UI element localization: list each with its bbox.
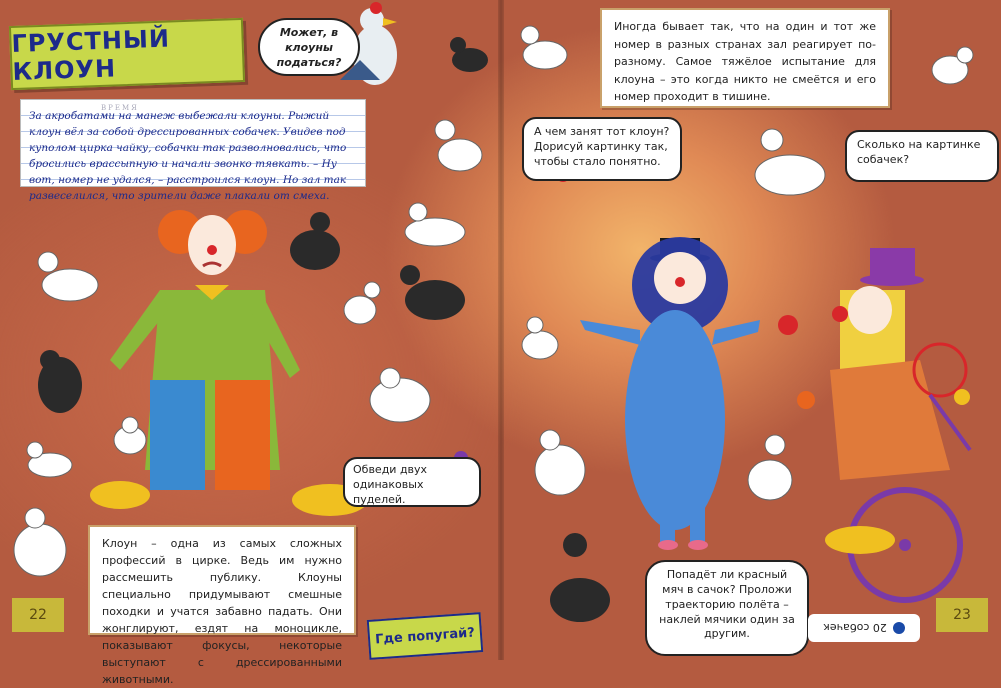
- info-box-right: [600, 8, 890, 108]
- page-number-left: [12, 598, 64, 632]
- parrot-question: Где попугай?: [374, 625, 476, 647]
- page-title: ГРУСТНЫЙ КЛОУН: [11, 24, 171, 86]
- task-poodles: Обведи двух одинаковых пуделей.: [353, 463, 428, 506]
- task-count: Сколько на картинке собачек?: [857, 138, 981, 166]
- task-clown-bubble: [522, 117, 682, 181]
- story-text: За акробатами на манеж выбежали клоуны. Рыжий клоун вёл за собой дрессированных собачек. Увидев под куполом цирка чайку, собачки так разволновались, что бросились врассыпную и начали звонко тявкать. – Ну вот, номер не удался, – расстроился клоун. Но зал так развеселился, что зрители даже плакали от смеха.: [29, 110, 347, 202]
- title-banner: [9, 18, 245, 90]
- page-number-left-text: 22: [29, 607, 47, 623]
- info-right-text: Иногда бывает так, что на один и тот же номер в разных странах зал реагирует по-разному. Самое тяжёлое испытание для клоуна – это когда никто не смеётся и его номер проходит в тишине.: [614, 20, 876, 104]
- notebook-header: ВРЕМЯ: [101, 104, 139, 112]
- page-number-right: [936, 598, 988, 632]
- task-clown: А чем занят тот клоун? Дорисуй картинку так, чтобы стало понятно.: [534, 125, 670, 168]
- story-notebook: [20, 99, 366, 202]
- info-box-left: [88, 525, 356, 687]
- parrot-question-tag: [367, 612, 484, 660]
- blue-clown: [580, 237, 760, 550]
- seagull-speech-bubble: [258, 18, 360, 76]
- seagull-speech: Может, в клоуны податься?: [276, 26, 342, 69]
- task-poodles-bubble: [343, 457, 481, 507]
- red-ball: [778, 315, 798, 335]
- answer-count-tag: [808, 614, 920, 642]
- task-count-bubble: [845, 130, 999, 182]
- task-ball-bubble: [645, 560, 809, 656]
- info-left-text: Клоун – одна из самых сложных профессий в цирке. Ведь им нужно рассмешить публику. Клоуны специально придумывают смешные походки и учатся забавно падать. Они жонглируют, ездят на моноцикле, показывают фокусы, некоторые выступают с дрессированными животными.: [102, 537, 342, 687]
- answer-count: 20 собачек: [823, 621, 887, 635]
- task-ball: Попадёт ли красный мяч в сачок? Проложи траекторию полёта – наклей мячики один за другим.: [659, 568, 795, 641]
- blue-dot-icon: [893, 622, 905, 634]
- unicycle-clown: [825, 248, 970, 600]
- page-number-right-text: 23: [953, 607, 971, 623]
